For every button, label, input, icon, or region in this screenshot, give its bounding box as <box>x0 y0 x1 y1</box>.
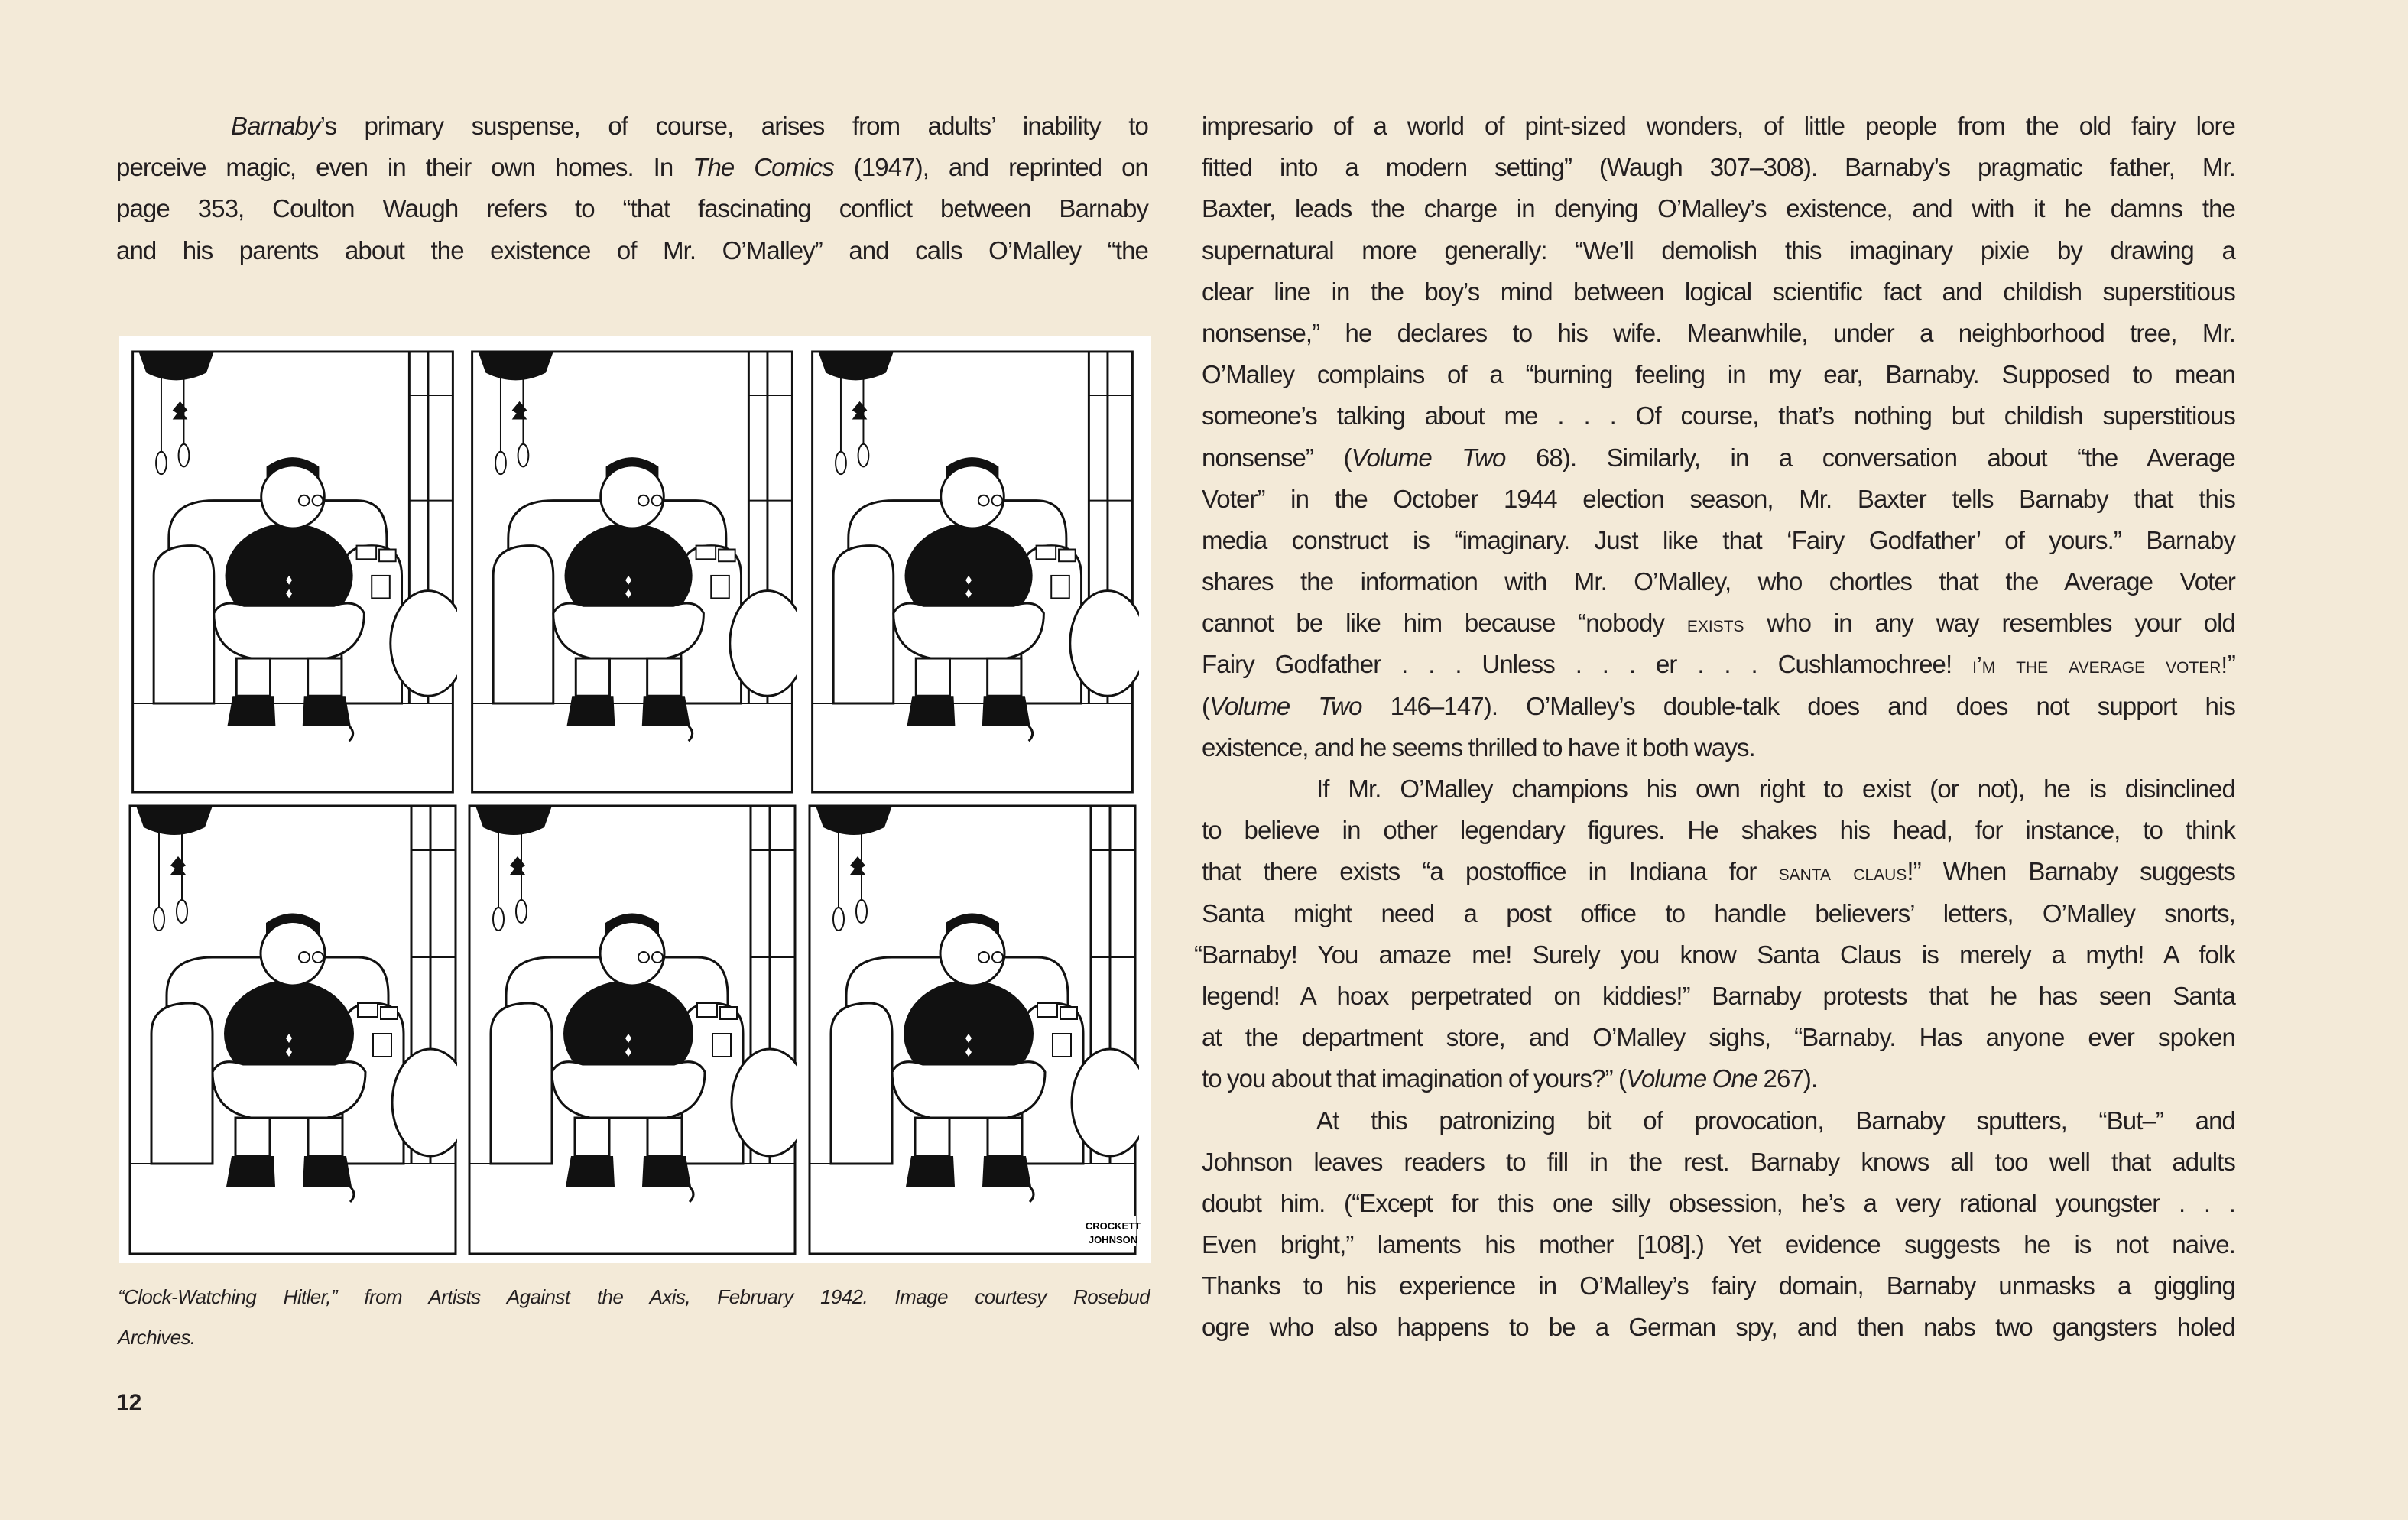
text-line <box>1202 810 2235 851</box>
text-line <box>1202 561 2235 602</box>
comic-panel-1 <box>133 352 466 792</box>
text-line <box>1202 437 2235 479</box>
text-line <box>1202 230 2235 271</box>
text-line <box>1202 147 2235 188</box>
text-line <box>1202 602 2235 644</box>
text-run: to you about that imagination of yours?” ( <box>1202 1064 1627 1093</box>
text-run: nonsense,” he declares to his wife. Meanwhile, under a neighborhood tree, Mr. <box>1202 318 2235 347</box>
text-run: fitted into a modern setting” (Waugh 307–308). Barnaby’s pragmatic father, Mr. <box>1202 153 2235 182</box>
text-run: nonsense” ( <box>1202 443 1352 472</box>
text-line <box>1202 313 2235 354</box>
text-line <box>116 147 1148 188</box>
small-caps-text: santa claus <box>1778 860 1907 886</box>
text-run: doubt him. (“Except for this one silly obsession, he’s a very rational youngster . . . <box>1202 1188 2235 1217</box>
text-line <box>1194 934 2235 976</box>
text-run: Voter” in the October 1944 election season, Mr. Baxter tells Barnaby that this <box>1202 484 2235 513</box>
small-caps-text: exists <box>1686 612 1744 638</box>
text-run: page 353, Coulton Waugh refers to “that fascinating conflict between Barnaby <box>116 194 1148 223</box>
text-run: ( <box>1202 691 1210 720</box>
text-run: 146–147). O’Malley’s double-talk does and does not support his <box>1361 691 2235 720</box>
text-line <box>1202 1183 2235 1224</box>
text-line <box>1202 686 2235 727</box>
text-run: shares the information with Mr. O’Malley, who chortles that the Average Voter <box>1202 567 2235 596</box>
text-run: !” When Barnaby suggests <box>1907 857 2235 886</box>
text-line <box>116 106 1148 147</box>
comic-strip-illustration <box>119 336 1151 1263</box>
text-line <box>1202 893 2235 934</box>
left-column-text <box>116 106 1148 271</box>
text-run: At this patronizing bit of provocation, Barnaby sputters, “But–” and <box>1316 1106 2235 1135</box>
text-run: “Clock-Watching Hitler,” from Artists Against the Axis, February 1942. Image courtesy Rosebud <box>118 1285 1150 1308</box>
italic-text: Volume One <box>1626 1064 1758 1093</box>
text-line <box>1202 1224 2235 1265</box>
text-line <box>1202 1017 2235 1058</box>
text-line <box>116 230 1148 271</box>
text-line <box>1202 727 2235 768</box>
text-line <box>1202 1100 2235 1142</box>
comic-panel-3 <box>813 352 1145 792</box>
text-line <box>118 1277 1150 1317</box>
text-line <box>1202 395 2235 437</box>
text-line <box>1202 768 2235 810</box>
artist-signature: CROCKETT <box>1085 1220 1141 1232</box>
text-run: ” <box>2227 650 2235 679</box>
text-run: “Barnaby! You amaze me! Surely you know Santa Claus is merely a myth! A folk <box>1194 940 2235 969</box>
text-run: Johnson leaves readers to fill in the rest. Barnaby knows all too well that adults <box>1202 1147 2235 1176</box>
text-line <box>1202 1142 2235 1183</box>
text-line <box>1202 1058 2235 1099</box>
text-run: Fairy Godfather . . . Unless . . . er . . . Cushlamochree! <box>1202 650 1973 679</box>
text-run: ogre who also happens to be a German spy, and then nabs two gangsters holed <box>1202 1313 2235 1342</box>
small-caps-text: i’m the average voter! <box>1972 653 2228 679</box>
text-run: 68). Similarly, in a conversation about “the Average <box>1505 443 2235 472</box>
page-number: 12 <box>116 1390 142 1415</box>
text-line <box>1202 354 2235 395</box>
text-run: that there exists “a postoffice in Indiana for <box>1202 857 1779 886</box>
text-run: clear line in the boy’s mind between logical scientific fact and childish superstitious <box>1202 277 2235 306</box>
text-run: existence, and he seems thrilled to have it both ways. <box>1202 732 1755 762</box>
text-run: ’s primary suspense, of course, arises from adults’ inability to <box>320 112 1148 140</box>
italic-text: Volume Two <box>1351 443 1506 472</box>
text-run: Archives. <box>118 1326 196 1349</box>
text-run: who in any way resembles your old <box>1744 609 2235 638</box>
text-line <box>118 1317 1150 1358</box>
comic-panel-2 <box>472 352 805 792</box>
text-run: and his parents about the existence of Mr. O’Malley” and calls O’Malley “the <box>116 235 1148 265</box>
text-run: perceive magic, even in their own homes. In <box>116 153 693 182</box>
text-line <box>1202 479 2235 520</box>
italic-text: Barnaby <box>231 112 320 140</box>
text-line <box>1202 851 2235 892</box>
text-run: someone’s talking about me . . . Of course, that’s nothing but childish superstitious <box>1202 401 2235 430</box>
text-run: (1947), and reprinted on <box>833 153 1148 182</box>
text-run: impresario of a world of pint-sized wonders, of little people from the old fairy lore <box>1202 112 2235 140</box>
text-run: at the department store, and O’Malley sighs, “Barnaby. Has anyone ever spoken <box>1202 1023 2235 1052</box>
text-line <box>1202 188 2235 229</box>
text-line <box>1202 520 2235 561</box>
text-run: 267). <box>1757 1064 1818 1093</box>
text-line <box>1202 1265 2235 1307</box>
text-line <box>1202 1307 2235 1348</box>
right-column-text <box>1194 106 2235 1349</box>
text-run: Baxter, leads the charge in denying O’Malley’s existence, and with it he damns the <box>1202 194 2235 223</box>
italic-text: The Comics <box>693 153 834 182</box>
figure-caption <box>118 1277 1150 1358</box>
comic-panel-5 <box>469 806 808 1254</box>
text-run: O’Malley complains of a “burning feeling in my ear, Barnaby. Supposed to mean <box>1202 360 2235 389</box>
text-run: cannot be like him because “nobody <box>1202 609 1687 638</box>
text-run: supernatural more generally: “We’ll demolish this imaginary pixie by drawing a <box>1202 235 2235 265</box>
text-run: If Mr. O’Malley champions his own right to exist (or not), he is disinclined <box>1316 775 2235 803</box>
text-line <box>116 188 1148 229</box>
text-run: Thanks to his experience in O’Malley’s fairy domain, Barnaby unmasks a giggling <box>1202 1272 2235 1301</box>
text-run: legend! A hoax perpetrated on kiddies!” Barnaby protests that he has seen Santa <box>1202 981 2235 1010</box>
text-line <box>1202 976 2235 1017</box>
artist-signature: JOHNSON <box>1088 1234 1138 1246</box>
text-line <box>1202 106 2235 147</box>
text-run: to believe in other legendary figures. He shakes his head, for instance, to think <box>1202 816 2235 845</box>
text-run: Santa might need a post office to handle believers’ letters, O’Malley snorts, <box>1202 898 2235 927</box>
comic-panel-4 <box>130 806 469 1254</box>
italic-text: Volume Two <box>1209 691 1362 720</box>
text-run: media construct is “imaginary. Just like that ‘Fairy Godfather’ of yours.” Barnaby <box>1202 525 2235 554</box>
text-line <box>1202 644 2235 685</box>
text-run: Even bright,” laments his mother [108].) Yet evidence suggests he is not naive. <box>1202 1230 2235 1259</box>
comic-panel-6 <box>810 806 1148 1254</box>
comic-strip-figure <box>119 336 1151 1263</box>
text-line <box>1202 271 2235 313</box>
